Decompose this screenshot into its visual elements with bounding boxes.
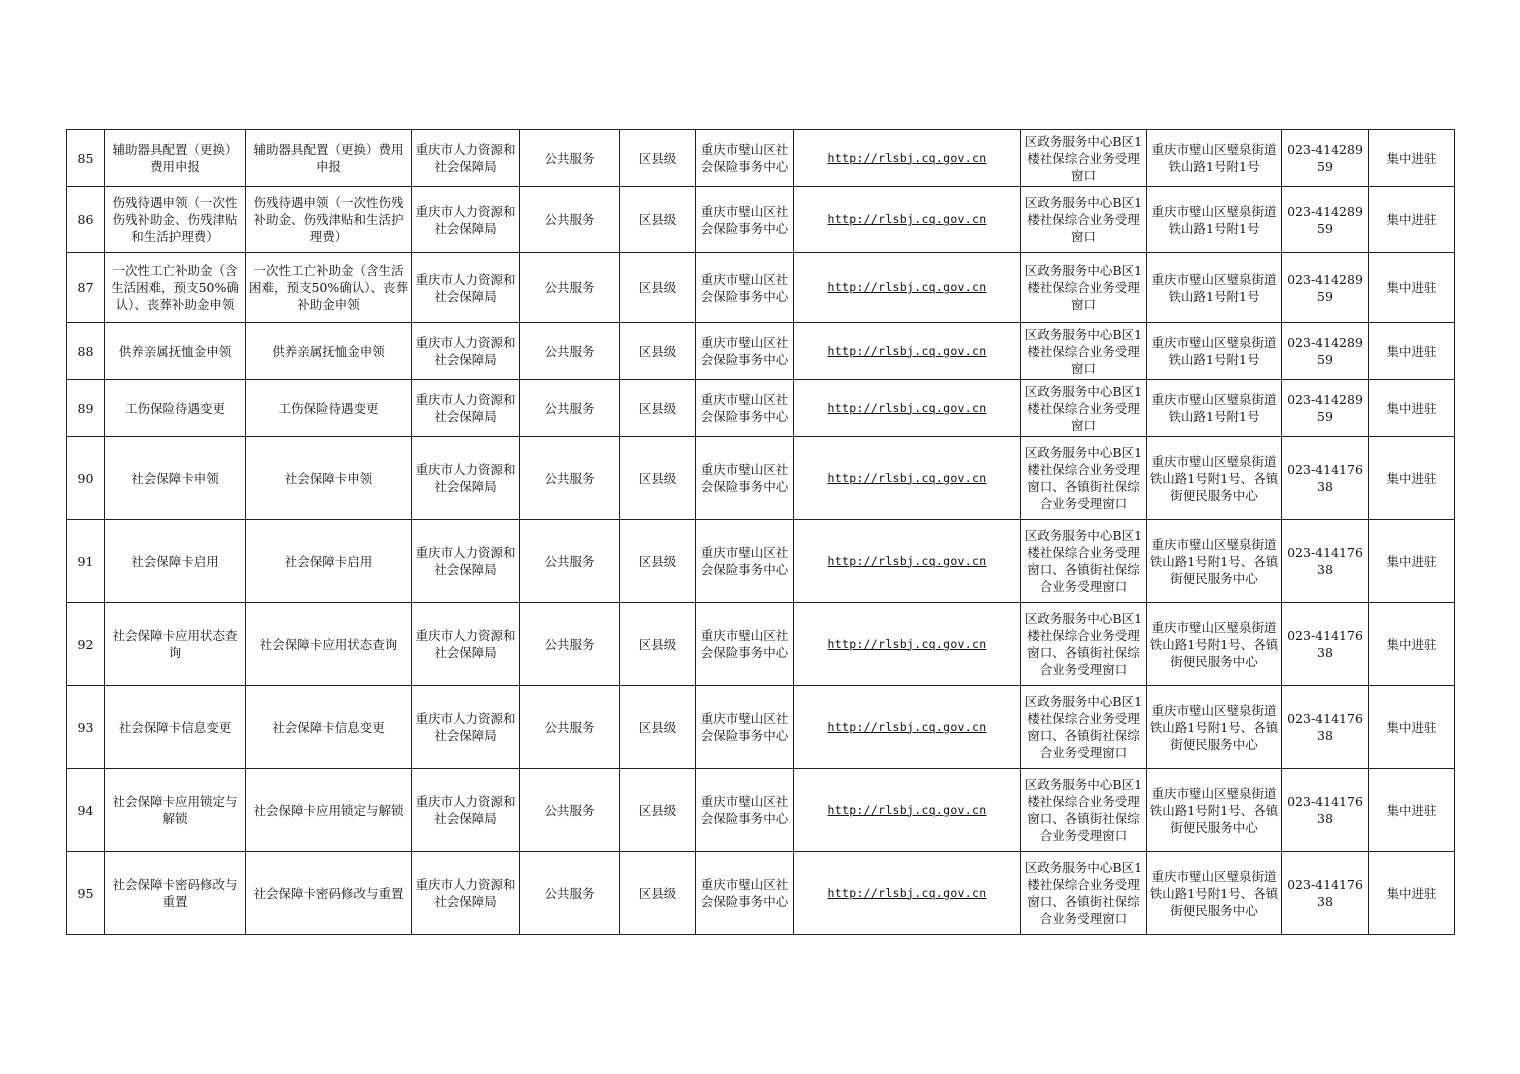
cell-service-window: 区政务服务中心B区1楼社保综合业务受理窗口 bbox=[1021, 323, 1147, 380]
cell-item-name: 社会保障卡申领 bbox=[105, 437, 246, 520]
cell-phone: 023-41428959 bbox=[1282, 187, 1369, 253]
cell-level: 区县级 bbox=[620, 253, 696, 323]
cell-item-name: 社会保障卡启用 bbox=[105, 520, 246, 603]
cell-sub-item-name: 社会保障卡密码修改与重置 bbox=[246, 852, 412, 935]
cell-department: 重庆市人力资源和社会保障局 bbox=[412, 253, 520, 323]
cell-item-type: 公共服务 bbox=[520, 769, 620, 852]
cell-service-window: 区政务服务中心B区1楼社保综合业务受理窗口、各镇街社保综合业务受理窗口 bbox=[1021, 769, 1147, 852]
cell-number: 91 bbox=[67, 520, 105, 603]
cell-item-name: 供养亲属抚恤金申领 bbox=[105, 323, 246, 380]
table-row bbox=[67, 603, 1455, 686]
cell-number: 87 bbox=[67, 253, 105, 323]
cell-number: 88 bbox=[67, 323, 105, 380]
cell-sub-item-name: 社会保障卡应用锁定与解锁 bbox=[246, 769, 412, 852]
website-link[interactable]: http://rlsbj.cq.gov.cn bbox=[827, 150, 987, 165]
cell-phone: 023-41417638 bbox=[1282, 603, 1369, 686]
cell-entry-mode: 集中进驻 bbox=[1369, 852, 1455, 935]
cell-handling-unit: 重庆市璧山区社会保险事务中心 bbox=[696, 603, 794, 686]
cell-address: 重庆市璧山区璧泉街道铁山路1号附1号、各镇街便民服务中心 bbox=[1147, 769, 1282, 852]
cell-number: 90 bbox=[67, 437, 105, 520]
website-link[interactable]: http://rlsbj.cq.gov.cn bbox=[827, 212, 987, 226]
cell-handling-unit: 重庆市璧山区社会保险事务中心 bbox=[696, 852, 794, 935]
table-row bbox=[67, 253, 1455, 323]
cell-item-name: 工伤保险待遇变更 bbox=[105, 380, 246, 437]
cell-website bbox=[794, 323, 1021, 380]
cell-number: 95 bbox=[67, 852, 105, 935]
cell-address: 重庆市璧山区璧泉街道铁山路1号附1号、各镇街便民服务中心 bbox=[1147, 603, 1282, 686]
cell-handling-unit: 重庆市璧山区社会保险事务中心 bbox=[696, 130, 794, 187]
cell-number: 92 bbox=[67, 603, 105, 686]
cell-item-type: 公共服务 bbox=[520, 603, 620, 686]
table-row bbox=[67, 187, 1455, 253]
cell-level: 区县级 bbox=[620, 686, 696, 769]
table-row bbox=[67, 769, 1455, 852]
cell-website bbox=[794, 769, 1021, 852]
cell-level: 区县级 bbox=[620, 323, 696, 380]
cell-address: 重庆市璧山区璧泉街道铁山路1号附1号、各镇街便民服务中心 bbox=[1147, 437, 1282, 520]
website-link[interactable]: http://rlsbj.cq.gov.cn bbox=[827, 553, 987, 568]
cell-address: 重庆市璧山区璧泉街道铁山路1号附1号 bbox=[1147, 187, 1282, 253]
cell-sub-item-name: 供养亲属抚恤金申领 bbox=[246, 323, 412, 380]
cell-number: 86 bbox=[67, 187, 105, 253]
cell-department: 重庆市人力资源和社会保障局 bbox=[412, 603, 520, 686]
table-row bbox=[67, 323, 1455, 380]
cell-service-window: 区政务服务中心B区1楼社保综合业务受理窗口 bbox=[1021, 130, 1147, 187]
table-row bbox=[67, 437, 1455, 520]
table-row bbox=[67, 520, 1455, 603]
cell-service-window: 区政务服务中心B区1楼社保综合业务受理窗口 bbox=[1021, 380, 1147, 437]
table-row bbox=[67, 852, 1455, 935]
website-link[interactable]: http://rlsbj.cq.gov.cn bbox=[827, 400, 987, 415]
cell-website bbox=[794, 686, 1021, 769]
cell-handling-unit: 重庆市璧山区社会保险事务中心 bbox=[696, 437, 794, 520]
cell-entry-mode: 集中进驻 bbox=[1369, 187, 1455, 253]
cell-handling-unit: 重庆市璧山区社会保险事务中心 bbox=[696, 769, 794, 852]
cell-level: 区县级 bbox=[620, 603, 696, 686]
cell-address: 重庆市璧山区璧泉街道铁山路1号附1号、各镇街便民服务中心 bbox=[1147, 852, 1282, 935]
cell-entry-mode: 集中进驻 bbox=[1369, 253, 1455, 323]
cell-website bbox=[794, 437, 1021, 520]
cell-department: 重庆市人力资源和社会保障局 bbox=[412, 380, 520, 437]
cell-item-name: 社会保障卡信息变更 bbox=[105, 686, 246, 769]
cell-website bbox=[794, 520, 1021, 603]
cell-address: 重庆市璧山区璧泉街道铁山路1号附1号 bbox=[1147, 380, 1282, 437]
cell-service-window: 区政务服务中心B区1楼社保综合业务受理窗口、各镇街社保综合业务受理窗口 bbox=[1021, 603, 1147, 686]
cell-level: 区县级 bbox=[620, 437, 696, 520]
cell-item-name: 社会保障卡应用状态查询 bbox=[105, 603, 246, 686]
website-link[interactable]: http://rlsbj.cq.gov.cn bbox=[827, 636, 987, 651]
cell-item-name: 社会保障卡应用锁定与解锁 bbox=[105, 769, 246, 852]
cell-department: 重庆市人力资源和社会保障局 bbox=[412, 130, 520, 187]
cell-number: 93 bbox=[67, 686, 105, 769]
cell-service-window: 区政务服务中心B区1楼社保综合业务受理窗口、各镇街社保综合业务受理窗口 bbox=[1021, 520, 1147, 603]
cell-level: 区县级 bbox=[620, 130, 696, 187]
cell-handling-unit: 重庆市璧山区社会保险事务中心 bbox=[696, 520, 794, 603]
cell-entry-mode: 集中进驻 bbox=[1369, 130, 1455, 187]
cell-phone: 023-41417638 bbox=[1282, 520, 1369, 603]
cell-item-type: 公共服务 bbox=[520, 130, 620, 187]
cell-department: 重庆市人力资源和社会保障局 bbox=[412, 769, 520, 852]
cell-department: 重庆市人力资源和社会保障局 bbox=[412, 437, 520, 520]
cell-department: 重庆市人力资源和社会保障局 bbox=[412, 323, 520, 380]
cell-phone: 023-41428959 bbox=[1282, 380, 1369, 437]
cell-website bbox=[794, 380, 1021, 437]
website-link[interactable]: http://rlsbj.cq.gov.cn bbox=[827, 802, 987, 817]
cell-level: 区县级 bbox=[620, 769, 696, 852]
cell-department: 重庆市人力资源和社会保障局 bbox=[412, 187, 520, 253]
cell-level: 区县级 bbox=[620, 852, 696, 935]
cell-number: 85 bbox=[67, 130, 105, 187]
cell-item-type: 公共服务 bbox=[520, 686, 620, 769]
service-items-table-sheet bbox=[66, 129, 1454, 935]
cell-sub-item-name: 社会保障卡申领 bbox=[246, 437, 412, 520]
cell-number: 94 bbox=[67, 769, 105, 852]
cell-item-name: 社会保障卡密码修改与重置 bbox=[105, 852, 246, 935]
cell-level: 区县级 bbox=[620, 187, 696, 253]
service-items-table bbox=[66, 129, 1455, 935]
cell-sub-item-name: 工伤保险待遇变更 bbox=[246, 380, 412, 437]
cell-entry-mode: 集中进驻 bbox=[1369, 686, 1455, 769]
cell-number: 89 bbox=[67, 380, 105, 437]
cell-item-type: 公共服务 bbox=[520, 323, 620, 380]
cell-entry-mode: 集中进驻 bbox=[1369, 380, 1455, 437]
cell-address: 重庆市璧山区璧泉街道铁山路1号附1号、各镇街便民服务中心 bbox=[1147, 686, 1282, 769]
cell-department: 重庆市人力资源和社会保障局 bbox=[412, 520, 520, 603]
cell-item-name: 一次性工亡补助金（含生活困难，预支50%确认）、丧葬补助金申领 bbox=[105, 253, 246, 323]
cell-sub-item-name: 社会保障卡应用状态查询 bbox=[246, 603, 412, 686]
cell-phone: 023-41417638 bbox=[1282, 769, 1369, 852]
cell-handling-unit: 重庆市璧山区社会保险事务中心 bbox=[696, 187, 794, 253]
cell-item-name: 辅助器具配置（更换）费用申报 bbox=[105, 130, 246, 187]
cell-item-type: 公共服务 bbox=[520, 380, 620, 437]
website-link[interactable]: http://rlsbj.cq.gov.cn bbox=[827, 470, 987, 485]
cell-item-type: 公共服务 bbox=[520, 852, 620, 935]
cell-address: 重庆市璧山区璧泉街道铁山路1号附1号 bbox=[1147, 253, 1282, 323]
cell-phone: 023-41428959 bbox=[1282, 253, 1369, 323]
cell-item-type: 公共服务 bbox=[520, 187, 620, 253]
cell-address: 重庆市璧山区璧泉街道铁山路1号附1号 bbox=[1147, 130, 1282, 187]
cell-item-type: 公共服务 bbox=[520, 437, 620, 520]
cell-sub-item-name: 伤残待遇申领（一次性伤残补助金、伤残津贴和生活护理费） bbox=[246, 187, 412, 253]
website-link[interactable]: http://rlsbj.cq.gov.cn bbox=[827, 719, 987, 734]
cell-service-window: 区政务服务中心B区1楼社保综合业务受理窗口 bbox=[1021, 253, 1147, 323]
cell-level: 区县级 bbox=[620, 380, 696, 437]
cell-website bbox=[794, 603, 1021, 686]
cell-item-type: 公共服务 bbox=[520, 253, 620, 323]
cell-phone: 023-41428959 bbox=[1282, 323, 1369, 380]
cell-service-window: 区政务服务中心B区1楼社保综合业务受理窗口、各镇街社保综合业务受理窗口 bbox=[1021, 437, 1147, 520]
cell-entry-mode: 集中进驻 bbox=[1369, 603, 1455, 686]
cell-department: 重庆市人力资源和社会保障局 bbox=[412, 852, 520, 935]
cell-sub-item-name: 社会保障卡启用 bbox=[246, 520, 412, 603]
cell-handling-unit: 重庆市璧山区社会保险事务中心 bbox=[696, 686, 794, 769]
cell-phone: 023-41417638 bbox=[1282, 852, 1369, 935]
cell-address: 重庆市璧山区璧泉街道铁山路1号附1号 bbox=[1147, 323, 1282, 380]
cell-entry-mode: 集中进驻 bbox=[1369, 437, 1455, 520]
cell-entry-mode: 集中进驻 bbox=[1369, 520, 1455, 603]
cell-phone: 023-41417638 bbox=[1282, 686, 1369, 769]
cell-item-type: 公共服务 bbox=[520, 520, 620, 603]
cell-service-window: 区政务服务中心B区1楼社保综合业务受理窗口、各镇街社保综合业务受理窗口 bbox=[1021, 852, 1147, 935]
cell-sub-item-name: 社会保障卡信息变更 bbox=[246, 686, 412, 769]
cell-address: 重庆市璧山区璧泉街道铁山路1号附1号、各镇街便民服务中心 bbox=[1147, 520, 1282, 603]
cell-website bbox=[794, 253, 1021, 323]
cell-department: 重庆市人力资源和社会保障局 bbox=[412, 686, 520, 769]
website-link[interactable]: http://rlsbj.cq.gov.cn bbox=[827, 885, 987, 900]
website-link[interactable]: http://rlsbj.cq.gov.cn bbox=[827, 280, 987, 294]
cell-level: 区县级 bbox=[620, 520, 696, 603]
cell-website bbox=[794, 187, 1021, 253]
cell-phone: 023-41417638 bbox=[1282, 437, 1369, 520]
cell-website bbox=[794, 852, 1021, 935]
cell-service-window: 区政务服务中心B区1楼社保综合业务受理窗口 bbox=[1021, 187, 1147, 253]
table-row bbox=[67, 380, 1455, 437]
cell-phone: 023-41428959 bbox=[1282, 130, 1369, 187]
cell-entry-mode: 集中进驻 bbox=[1369, 769, 1455, 852]
table-row bbox=[67, 686, 1455, 769]
table-row bbox=[67, 130, 1455, 187]
cell-website bbox=[794, 130, 1021, 187]
cell-handling-unit: 重庆市璧山区社会保险事务中心 bbox=[696, 253, 794, 323]
website-link[interactable]: http://rlsbj.cq.gov.cn bbox=[827, 343, 987, 358]
cell-service-window: 区政务服务中心B区1楼社保综合业务受理窗口、各镇街社保综合业务受理窗口 bbox=[1021, 686, 1147, 769]
cell-handling-unit: 重庆市璧山区社会保险事务中心 bbox=[696, 323, 794, 380]
cell-item-name: 伤残待遇申领（一次性伤残补助金、伤残津贴和生活护理费） bbox=[105, 187, 246, 253]
cell-handling-unit: 重庆市璧山区社会保险事务中心 bbox=[696, 380, 794, 437]
cell-sub-item-name: 辅助器具配置（更换）费用申报 bbox=[246, 130, 412, 187]
cell-sub-item-name: 一次性工亡补助金（含生活困难，预支50%确认）、丧葬补助金申领 bbox=[246, 253, 412, 323]
cell-entry-mode: 集中进驻 bbox=[1369, 323, 1455, 380]
table-body bbox=[67, 130, 1455, 935]
